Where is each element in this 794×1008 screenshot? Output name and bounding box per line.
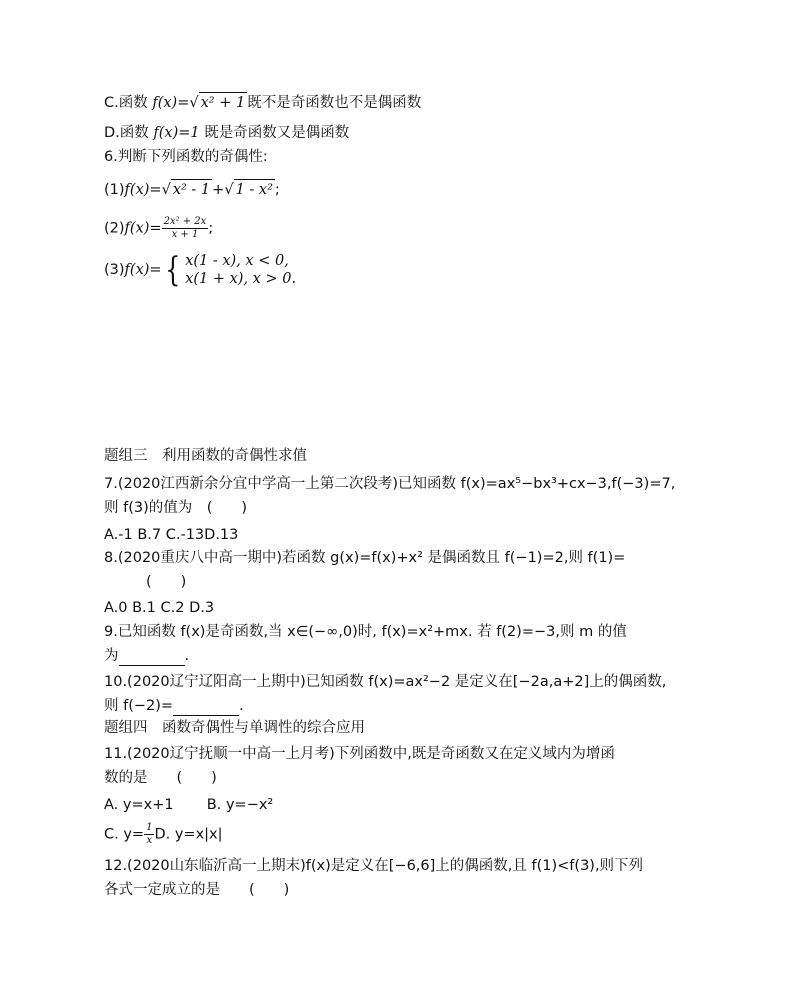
question-11-options-ab	[104, 795, 273, 815]
denominator: x	[146, 835, 153, 846]
punctuation: ;	[208, 220, 214, 237]
punctuation: .	[239, 698, 244, 714]
sqrt-expression: √ 1 - x²	[224, 179, 275, 200]
option-c: C. y=	[104, 826, 145, 843]
section-3-heading: 题组三 利用函数的奇偶性求值	[104, 448, 307, 464]
option-a: A. y=x+1	[104, 797, 174, 813]
question-6-part-2	[104, 216, 213, 241]
question-10-line-2	[104, 696, 244, 716]
option-c-function: f(x)=	[152, 95, 190, 111]
question-6-part-3	[104, 252, 296, 288]
question-7-line-2: 则 f(3)的值为 ( )	[104, 500, 248, 516]
option-d-prefix: D.函数	[104, 125, 149, 141]
radicand: x² + 1	[199, 92, 248, 113]
function-name: f(x)=	[124, 182, 162, 198]
left-brace: {	[164, 250, 180, 290]
numerator: 2x² + 2x	[163, 216, 207, 227]
radicand: x² - 1	[171, 179, 212, 200]
question-6: 6.判断下列函数的奇偶性:	[104, 149, 268, 165]
question-8-line-1: 8.(2020重庆八中高一期中)若函数 g(x)=f(x)+x² 是偶函数且 f(−1)=2,则 f(1)=	[104, 550, 626, 566]
option-c-suffix: 既不是奇函数也不是偶函数	[247, 95, 422, 111]
sqrt-expression: √ x² - 1	[162, 179, 213, 200]
punctuation: ;	[274, 182, 280, 198]
option-b: B. y=−x²	[206, 797, 274, 813]
sqrt-expression: √ x² + 1	[189, 92, 247, 113]
option-d-line	[104, 123, 349, 143]
question-10-line-1: 10.(2020辽宁辽阳高一上期中)已知函数 f(x)=ax²−2 是定义在[−2a,a+2]上的偶函数,	[104, 674, 667, 690]
option-c-prefix: C.函数	[104, 95, 148, 111]
question-9-line-1: 9.已知函数 f(x)是奇函数,当 x∈(−∞,0)时, f(x)=x²+mx. 若 f(2)=−3,则 m 的值	[104, 624, 627, 640]
option-d-suffix: 既是奇函数又是偶函数	[204, 125, 350, 141]
question-6-part-1	[104, 179, 280, 200]
function-name: f(x)=	[124, 220, 162, 237]
section-4-heading: 题组四 函数奇偶性与单调性的综合应用	[104, 720, 365, 736]
fraction	[162, 216, 209, 241]
question-9-line-2	[104, 646, 189, 666]
radicand: 1 - x²	[234, 179, 275, 200]
question-11-options-cd	[104, 822, 223, 847]
answer-blank[interactable]	[119, 651, 185, 666]
question-11-line-2: 数的是 ( )	[104, 770, 217, 786]
question-8-options: A.0 B.1 C.2 D.3	[104, 600, 215, 616]
question-11-line-1: 11.(2020辽宁抚顺一中高一上月考)下列函数中,既是奇函数又在定义域内为增函	[104, 746, 615, 762]
case-2: x(1 + x), x > 0.	[185, 271, 297, 287]
part-label: (3)	[104, 262, 125, 278]
question-8-line-2: ( )	[146, 574, 187, 590]
answer-blank[interactable]	[173, 701, 239, 716]
option-d: D. y=x|x|	[154, 826, 223, 843]
part-label: (1)	[104, 182, 125, 198]
denominator: x + 1	[171, 229, 199, 240]
question-12-line-1: 12.(2020山东临沂高一上期末)f(x)是定义在[−6,6]上的偶函数,且 f(1)<f(3),则下列	[104, 858, 644, 874]
case-1: x(1 - x), x < 0,	[185, 253, 289, 269]
option-d-function: f(x)=1	[153, 125, 200, 141]
plus-sign: +	[212, 182, 225, 198]
question-7-options: A.-1 B.7 C.-13D.13	[104, 527, 239, 543]
answer-prefix: 则 f(−2)=	[104, 698, 174, 714]
part-label: (2)	[104, 220, 125, 237]
option-c-line	[104, 92, 421, 113]
punctuation: .	[184, 648, 190, 664]
numerator: 1	[146, 822, 153, 833]
function-name: f(x)=	[124, 262, 162, 278]
question-7-line-1: 7.(2020江西新余分宜中学高一上第二次段考)已知函数 f(x)=ax⁵−bx³+cx−3,f(−3)=7,	[104, 476, 676, 492]
piecewise-cases	[185, 252, 296, 288]
fraction	[144, 822, 154, 847]
answer-prefix: 为	[104, 648, 119, 664]
question-12-line-2: 各式一定成立的是 ( )	[104, 882, 290, 898]
